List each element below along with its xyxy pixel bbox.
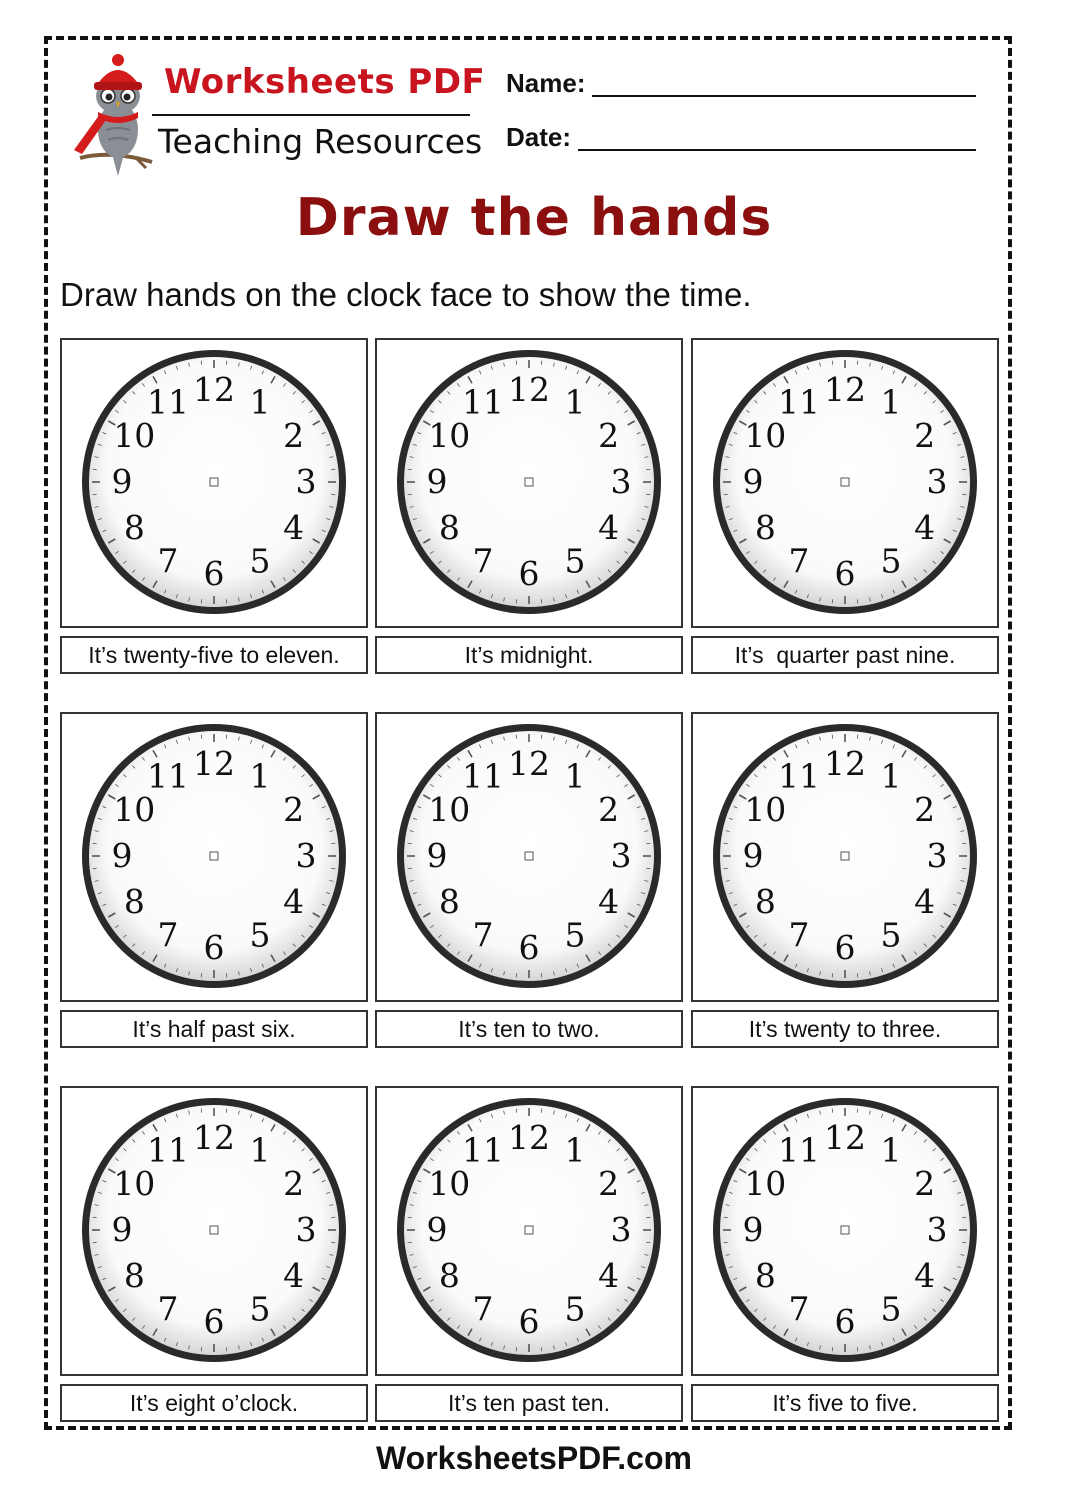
clock-number: 12 [824, 1118, 866, 1157]
clock-number: 5 [564, 541, 586, 581]
clock-number: 2 [283, 790, 305, 829]
clock-face-box[interactable] [60, 338, 368, 628]
clock-number: 5 [249, 1289, 271, 1329]
clock-number: 10 [113, 416, 156, 455]
clock-number: 1 [880, 382, 902, 422]
clock-number: 4 [598, 1256, 620, 1295]
clock-number: 11 [778, 1130, 820, 1170]
clock-number: 11 [462, 1130, 504, 1170]
clock-number: 4 [283, 508, 305, 547]
clock-number: 7 [157, 541, 179, 581]
clock-face[interactable] [693, 1088, 997, 1374]
clock-face-box[interactable] [691, 712, 999, 1002]
clock-number: 9 [742, 836, 764, 875]
date-field[interactable] [578, 149, 976, 151]
clock-number: 10 [113, 1164, 156, 1203]
clock-number: 8 [438, 882, 460, 921]
clock-number: 5 [880, 1289, 902, 1329]
clock-number: 10 [428, 1164, 471, 1203]
clock-number: 6 [203, 554, 225, 593]
clock-number: 7 [472, 541, 494, 581]
clock-number: 4 [598, 508, 620, 547]
clock-number: 4 [914, 508, 936, 547]
clock-number: 12 [824, 370, 866, 409]
brand-divider [152, 114, 470, 116]
clock-face-box[interactable] [60, 712, 368, 1002]
time-caption: It’s ten to two. [375, 1010, 683, 1048]
clock-number: 8 [754, 508, 776, 547]
clock-number: 2 [914, 416, 936, 455]
clock-number: 3 [295, 836, 317, 875]
clock-face-box[interactable] [691, 1086, 999, 1376]
clock-number: 11 [778, 756, 820, 796]
clock-number: 5 [249, 915, 271, 955]
time-caption: It’s quarter past nine. [691, 636, 999, 674]
clock-number: 12 [508, 744, 550, 783]
clock-number: 8 [123, 1256, 145, 1295]
clock-number: 6 [834, 554, 856, 593]
clock-number: 7 [788, 915, 810, 955]
clock-number: 1 [249, 756, 271, 796]
clock-number: 1 [880, 1130, 902, 1170]
clock-number: 4 [283, 1256, 305, 1295]
time-caption: It’s five to five. [691, 1384, 999, 1422]
time-caption: It’s eight o’clock. [60, 1384, 368, 1422]
clock-number: 3 [295, 462, 317, 501]
clock-number: 1 [249, 1130, 271, 1170]
clock-face-box[interactable] [691, 338, 999, 628]
clock-number: 12 [193, 744, 235, 783]
date-label: Date: [506, 122, 572, 152]
clock-face[interactable] [693, 714, 997, 1000]
clock-number: 9 [111, 462, 133, 501]
clock-face[interactable] [377, 1088, 681, 1374]
clock-number: 8 [123, 882, 145, 921]
clock-number: 2 [283, 1164, 305, 1203]
clock-face-box[interactable] [375, 338, 683, 628]
clock-face-box[interactable] [375, 1086, 683, 1376]
clock-number: 7 [788, 1289, 810, 1329]
clock-number: 6 [518, 554, 540, 593]
clock-number: 2 [598, 1164, 620, 1203]
clock-number: 1 [564, 1130, 586, 1170]
clock-face[interactable] [377, 714, 681, 1000]
clock-number: 11 [147, 756, 189, 796]
clock-number: 1 [564, 756, 586, 796]
clock-number: 9 [742, 1210, 764, 1249]
clock-number: 12 [193, 370, 235, 409]
clock-number: 2 [914, 1164, 936, 1203]
clock-number: 3 [926, 1210, 948, 1249]
clock-number: 2 [914, 790, 936, 829]
clock-face[interactable] [62, 340, 366, 626]
clock-number: 7 [157, 915, 179, 955]
clock-number: 1 [249, 382, 271, 422]
clock-number: 2 [283, 416, 305, 455]
clock-number: 8 [754, 882, 776, 921]
clock-number: 1 [564, 382, 586, 422]
clock-number: 9 [426, 462, 448, 501]
clock-number: 11 [462, 382, 504, 422]
clock-face[interactable] [62, 1088, 366, 1374]
clock-number: 11 [147, 382, 189, 422]
clock-number: 10 [744, 790, 787, 829]
clock-number: 6 [203, 1302, 225, 1341]
clock-number: 4 [914, 1256, 936, 1295]
clock-number: 3 [295, 1210, 317, 1249]
clock-number: 12 [193, 1118, 235, 1157]
owl-logo-icon [66, 50, 156, 180]
clock-number: 8 [754, 1256, 776, 1295]
clock-face[interactable] [377, 340, 681, 626]
clock-number: 12 [824, 744, 866, 783]
clock-face-box[interactable] [375, 712, 683, 1002]
footer-website: WorksheetsPDF.com [376, 1440, 692, 1476]
time-caption: It’s twenty-five to eleven. [60, 636, 368, 674]
clock-number: 10 [744, 416, 787, 455]
clock-number: 5 [564, 1289, 586, 1329]
clock-number: 6 [834, 928, 856, 967]
clock-face[interactable] [693, 340, 997, 626]
clock-number: 11 [147, 1130, 189, 1170]
clock-number: 7 [472, 915, 494, 955]
clock-number: 6 [518, 1302, 540, 1341]
instruction-text: Draw hands on the clock face to show the time. [60, 276, 752, 313]
clock-number: 5 [564, 915, 586, 955]
clock-number: 8 [123, 508, 145, 547]
clock-number: 9 [426, 836, 448, 875]
clock-number: 9 [111, 1210, 133, 1249]
clock-number: 12 [508, 370, 550, 409]
clock-number: 8 [438, 1256, 460, 1295]
clock-number: 7 [157, 1289, 179, 1329]
clock-number: 10 [744, 1164, 787, 1203]
clock-number: 10 [113, 790, 156, 829]
clock-number: 7 [472, 1289, 494, 1329]
clock-number: 10 [428, 416, 471, 455]
clock-number: 5 [249, 541, 271, 581]
clock-number: 5 [880, 541, 902, 581]
clock-face-box[interactable] [60, 1086, 368, 1376]
clock-number: 2 [598, 790, 620, 829]
clock-number: 3 [610, 462, 632, 501]
clock-number: 9 [111, 836, 133, 875]
clock-number: 4 [283, 882, 305, 921]
clock-number: 12 [508, 1118, 550, 1157]
name-label: Name: [506, 68, 586, 98]
brand-title: Worksheets PDF [164, 62, 486, 102]
clock-number: 9 [742, 462, 764, 501]
clock-number: 6 [834, 1302, 856, 1341]
clock-number: 3 [610, 836, 632, 875]
time-caption: It’s ten past ten. [375, 1384, 683, 1422]
clock-number: 3 [610, 1210, 632, 1249]
page-title: Draw the hands [295, 188, 773, 248]
clock-number: 4 [598, 882, 620, 921]
clock-number: 3 [926, 462, 948, 501]
clock-number: 2 [598, 416, 620, 455]
clock-number: 1 [880, 756, 902, 796]
name-field[interactable] [592, 95, 976, 97]
clock-number: 7 [788, 541, 810, 581]
clock-number: 8 [438, 508, 460, 547]
clock-number: 6 [203, 928, 225, 967]
clock-number: 3 [926, 836, 948, 875]
clock-face[interactable] [62, 714, 366, 1000]
clock-number: 11 [778, 382, 820, 422]
clock-number: 5 [880, 915, 902, 955]
time-caption: It’s twenty to three. [691, 1010, 999, 1048]
time-caption: It’s midnight. [375, 636, 683, 674]
clock-number: 6 [518, 928, 540, 967]
clock-number: 10 [428, 790, 471, 829]
clock-number: 4 [914, 882, 936, 921]
clock-number: 11 [462, 756, 504, 796]
time-caption: It’s half past six. [60, 1010, 368, 1048]
clock-number: 9 [426, 1210, 448, 1249]
brand-subtitle: Teaching Resources [158, 122, 483, 161]
